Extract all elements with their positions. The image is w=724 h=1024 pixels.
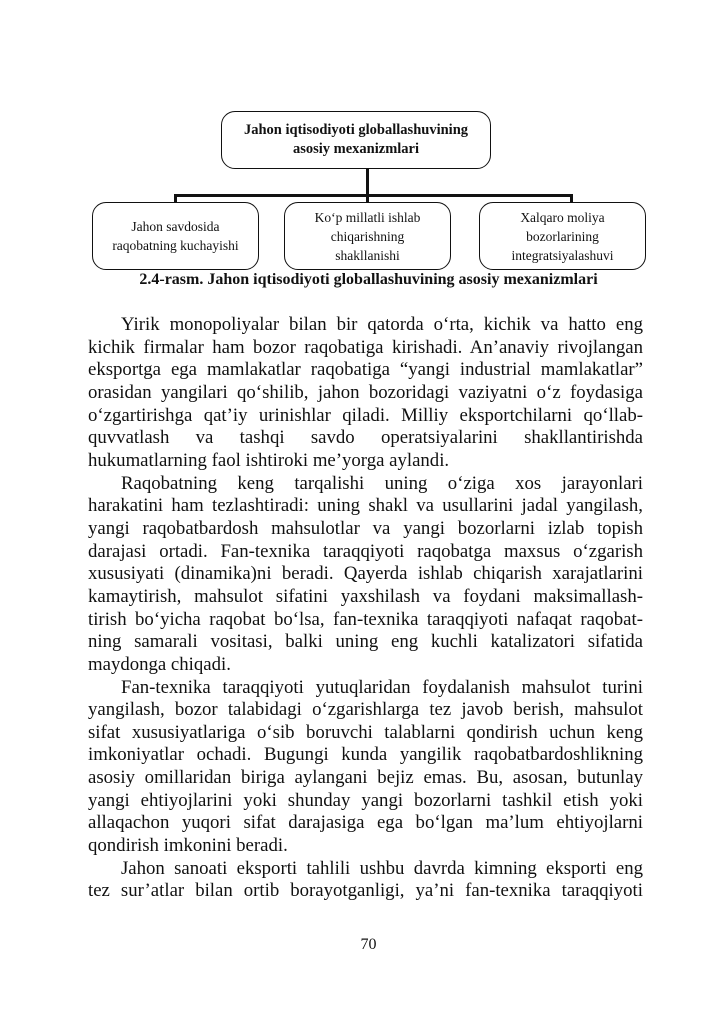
diagram-child-line: shakllanishi	[335, 247, 400, 263]
text-line: ning samarali vositasi, balki uning eng kuchli katalizatori sifatida	[88, 631, 643, 653]
diagram-child-box	[284, 202, 451, 270]
diagram-child-line: Ko‘p millatli ishlab	[314, 209, 421, 225]
text-line: qondirish imkonini beradi.	[88, 835, 288, 857]
text-line: eksportga ega mamlakatlar raqobatiga “yangi industrial mamlakatlar”	[88, 359, 643, 381]
text-line: tez sur’atlar bilan ortib borayotganligi, ya’ni fan-texnika taraqqiyoti	[88, 880, 643, 902]
paragraph	[88, 677, 643, 858]
text-line: kamaytirish, mahsulot sifatini yaxshilash va foydani maksimallash-	[88, 585, 643, 607]
text-line: Jahon sanoati eksporti tahlili ushbu davrda kimning eksporti eng	[121, 857, 643, 879]
text-line: yangi raqobatbardosh mahsulotlar va yangi bozorlarni izlab topish	[88, 517, 643, 539]
text-line: tirish bo‘yicha raqobat bo‘lsa, fan-texnika taraqqiyoti nafaqat raqobat-	[88, 608, 643, 630]
connector-stem	[366, 169, 369, 196]
paragraph	[88, 314, 643, 473]
page-number: 70	[360, 936, 377, 953]
text-line: maydonga chiqadi.	[88, 653, 231, 675]
text-line: yangilash, bozor talabidagi o‘zgarishlarga tez javob berish, mahsulot	[88, 699, 643, 721]
text-line: imkoniyatlar ochadi. Bugungi kunda yangilik raqobatbardoshlikning	[88, 744, 643, 766]
text-line: kichik firmalar ham bozor raqobatiga kirishadi. An’anaviy rivojlangan	[88, 336, 643, 358]
diagram-child-line: raqobatning kuchayishi	[112, 238, 239, 253]
figure-caption: 2.4-rasm. Jahon iqtisodiyoti globallashuvining asosiy mexanizmlari	[139, 271, 598, 288]
text-line: orasidan yangilari qo‘shilib, jahon bozoridagi vaziyatni o‘z foydasiga	[88, 381, 643, 403]
diagram-child-box	[92, 202, 259, 270]
text-line: Yirik monopoliyalar bilan bir qatorda o‘rta, kichik va hatto eng	[121, 314, 643, 335]
text-line: allaqachon yuqori sifat darajasiga ega bo‘lgan ma’lum ehtiyojlarni	[88, 812, 643, 834]
text-line: quvvatlash va tashqi savdo operatsiyalarini shakllantirishda	[88, 427, 643, 449]
connector-bar	[174, 194, 573, 197]
text-line: Fan-texnika taraqqiyoti yutuqlaridan foydalanish mahsulot turini	[121, 676, 643, 698]
diagram-child-box	[479, 202, 646, 270]
text-line: hukumatlarning faol ishtiroki me’yorga aylandi.	[88, 449, 450, 471]
text-line: sifat xususiyatlariga o‘sib boruvchi talablarni qondirish uchun keng	[88, 721, 643, 743]
diagram-child-line: bozorlarining	[526, 228, 599, 244]
text-line: Raqobatning keng tarqalishi uning o‘ziga xos jarayonlari	[121, 472, 643, 494]
text-line: xususiyati (dinamika)ni beradi. Qayerda ishlab chiqarish xarajatlarini	[88, 563, 643, 585]
diagram-child-line: Xalqaro moliya	[520, 209, 605, 225]
diagram-child-line: integratsiyalashuvi	[511, 247, 614, 263]
diagram-root-box	[221, 111, 491, 169]
body-text	[88, 314, 643, 903]
paragraph	[88, 473, 643, 677]
diagram-child-line: Jahon savdosida	[131, 219, 220, 234]
text-line: darajasi ortadi. Fan-texnika taraqqiyoti raqobatga maxsus o‘zgarish	[88, 540, 643, 562]
diagram-root-line: asosiy mexanizmlari	[292, 141, 420, 157]
text-line: o‘zgartirishga qat’iy urinishlar qiladi. Milliy eksportchilarni qo‘llab-	[88, 404, 643, 426]
text-line: harakatini ham tezlashtiradi: uning shakl va usullarini jadal yangilash,	[88, 495, 643, 517]
diagram-root-line: Jahon iqtisodiyoti globallashuvining	[243, 122, 469, 138]
text-line: yangi ehtiyojlarini yoki shunday yangi bozorlarni tashkil etish yoki	[88, 789, 643, 811]
diagram-child-line: chiqarishning	[330, 228, 405, 244]
paragraph	[88, 858, 643, 903]
text-line: asosiy omillaridan biriga aylangani bejiz emas. Bu, asosan, butunlay	[88, 767, 643, 789]
